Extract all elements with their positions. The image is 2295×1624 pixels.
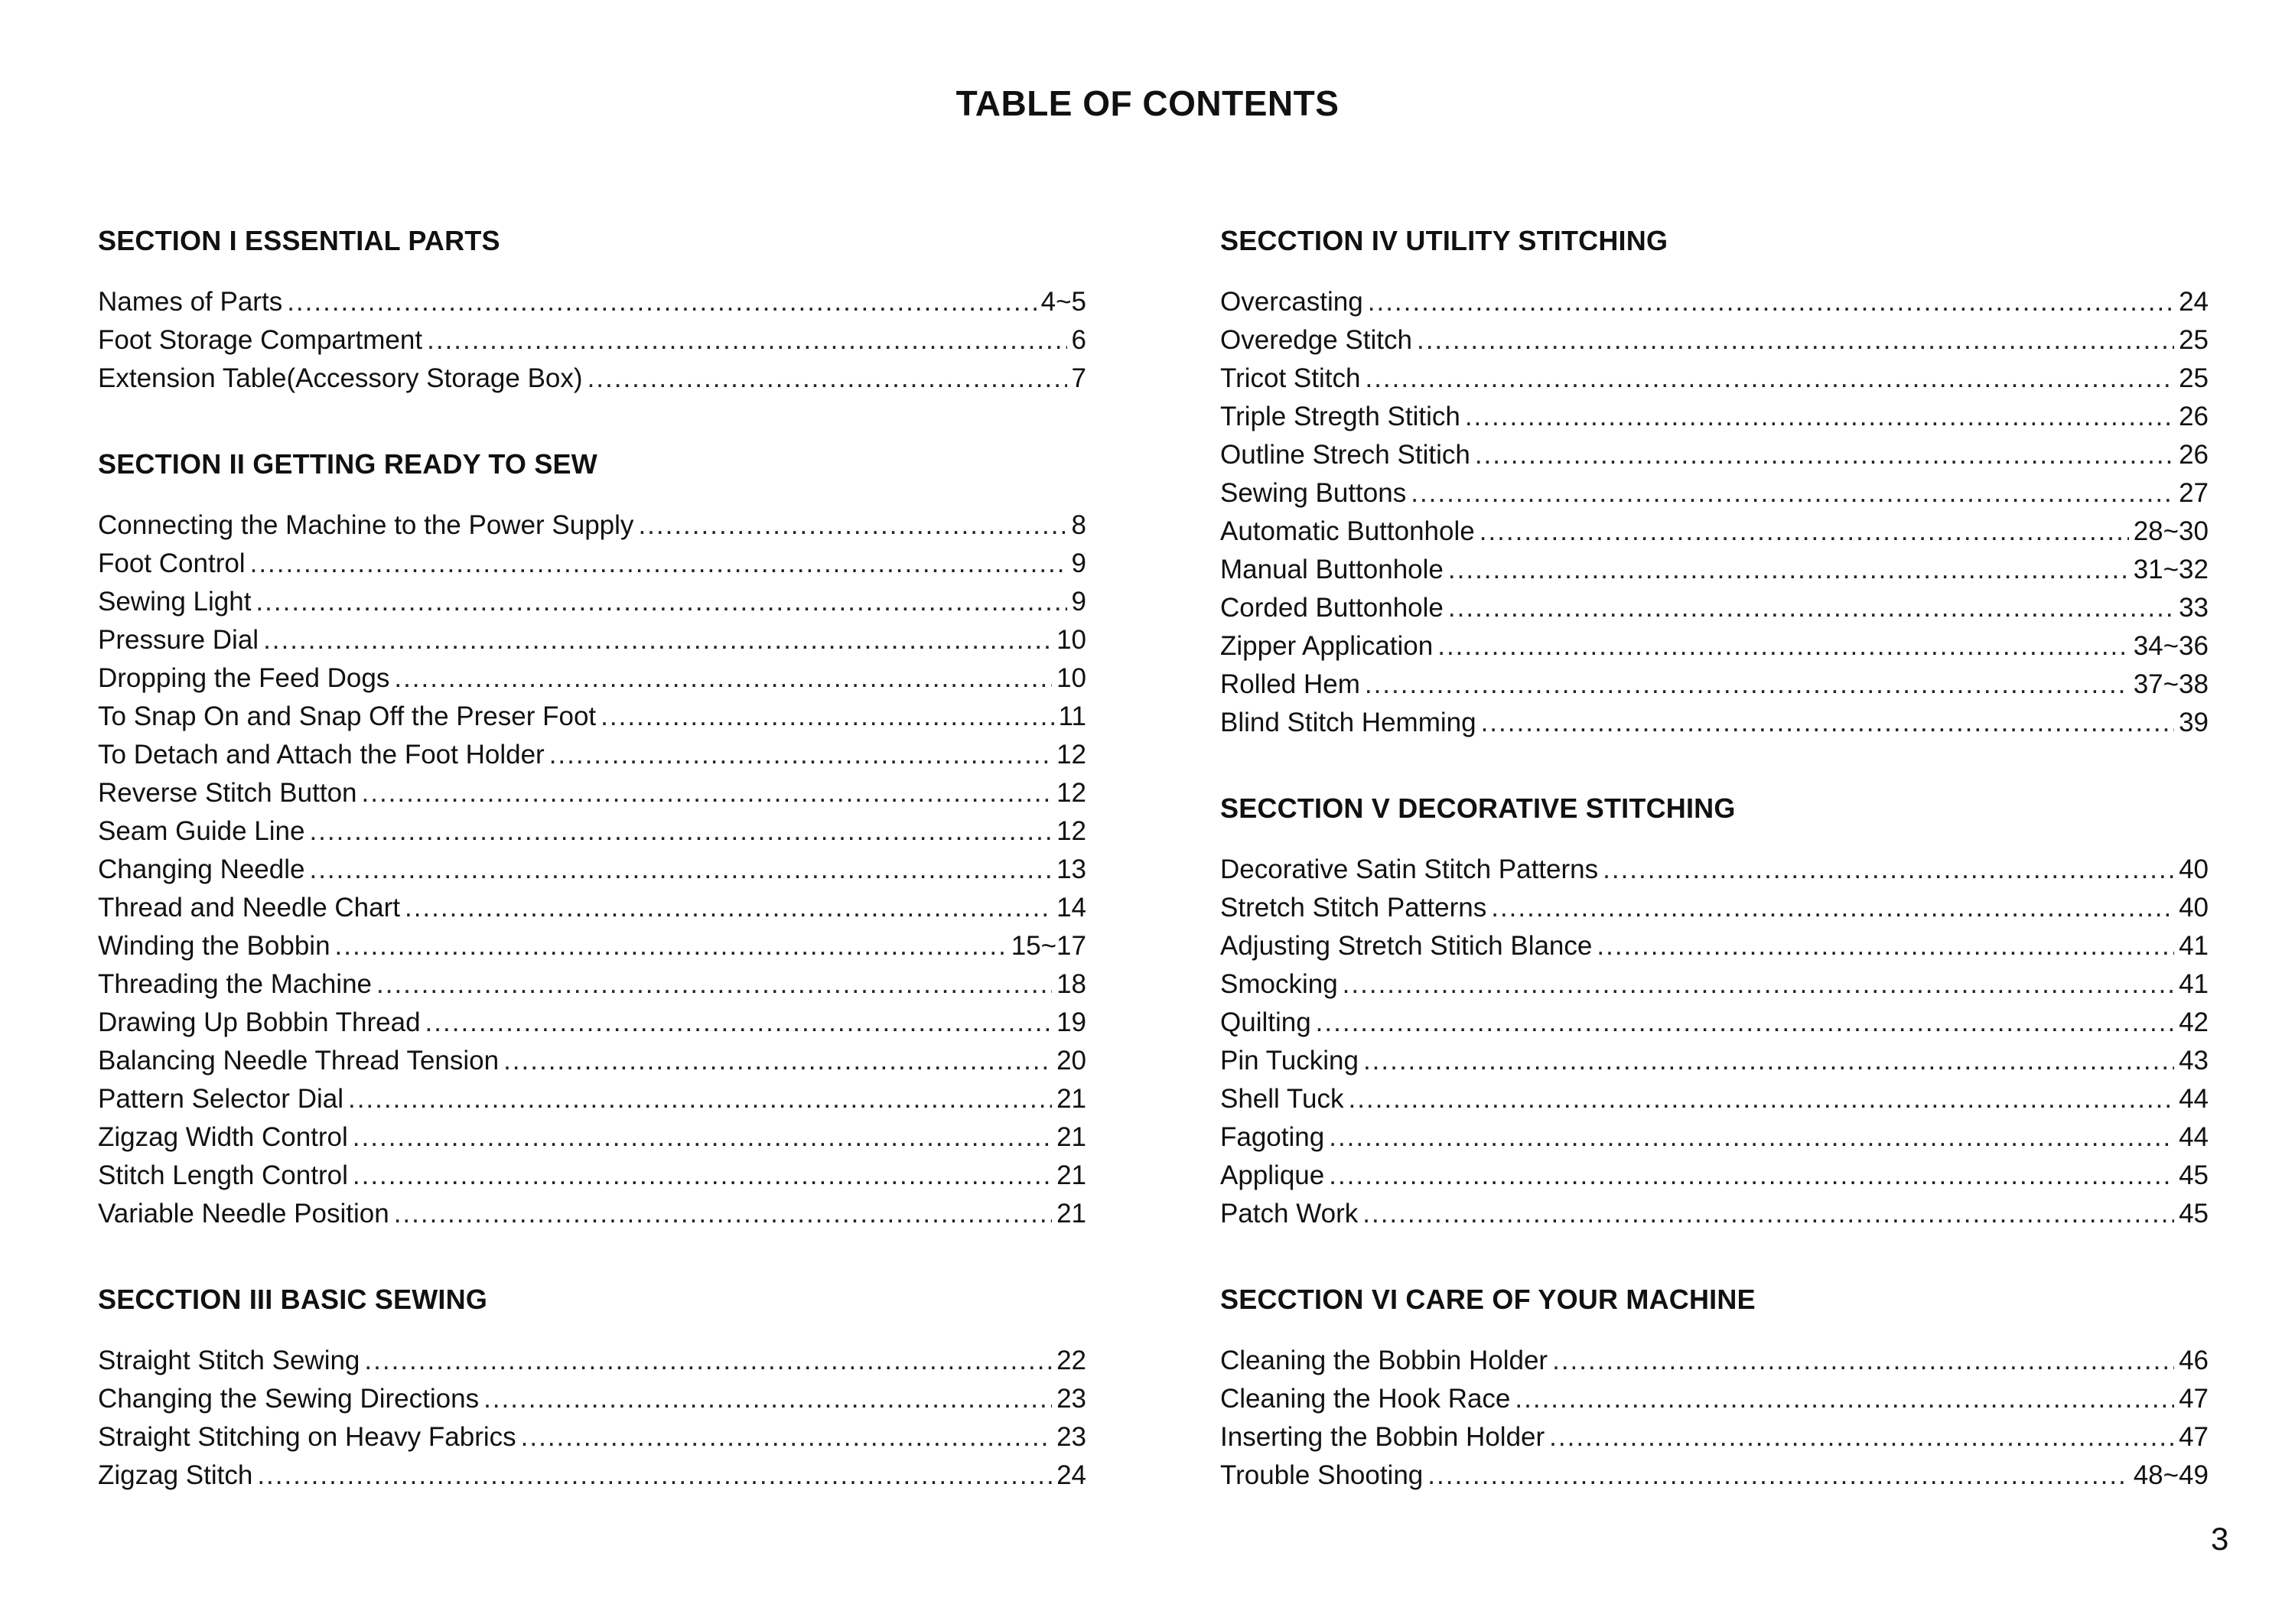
right-column [1220, 222, 2209, 1542]
toc-entry [98, 774, 1086, 812]
toc-entry-page: 12 [1056, 816, 1086, 846]
toc-entry [98, 1380, 1086, 1418]
toc-entry-page: 43 [2179, 1046, 2209, 1076]
toc-entry [1220, 1004, 2209, 1042]
toc-entry [1220, 589, 2209, 627]
toc-entry-label: Applique [1220, 1160, 1325, 1190]
toc-entry [1220, 889, 2209, 927]
toc-entry-page: 11 [1058, 701, 1086, 731]
dot-leader [1329, 1118, 2174, 1157]
toc-entry-page: 25 [2179, 363, 2209, 393]
dot-leader [1362, 1195, 2174, 1233]
toc-entry-label: Changing Needle [98, 854, 305, 884]
toc-entry [98, 889, 1086, 927]
dot-leader [1348, 1080, 2174, 1118]
toc-entry-label: Foot Storage Compartment [98, 325, 423, 355]
toc-entry-page: 24 [1056, 1460, 1086, 1490]
toc-entry-label: Inserting the Bobbin Holder [1220, 1422, 1545, 1452]
dot-leader [1417, 321, 2174, 360]
dot-leader [1368, 283, 2174, 321]
dot-leader [1448, 589, 2174, 627]
toc-entry [1220, 704, 2209, 742]
toc-entry [98, 659, 1086, 698]
toc-entry-label: Thread and Needle Chart [98, 893, 400, 923]
toc-entry-page: 4~5 [1040, 287, 1086, 317]
toc-entry [98, 1157, 1086, 1195]
dot-leader [263, 621, 1052, 659]
toc-entry-page: 26 [2179, 440, 2209, 470]
toc-entry-label: Balancing Needle Thread Tension [98, 1046, 500, 1076]
dot-leader [394, 1195, 1052, 1233]
toc-entry-page: 34~36 [2133, 631, 2209, 661]
toc-entry-page: 14 [1056, 893, 1086, 923]
section-heading: SECCTION III BASIC SEWING [98, 1284, 488, 1315]
toc-entry-page: 23 [1056, 1384, 1086, 1414]
toc-entry-page: 12 [1056, 740, 1086, 770]
toc-entry-label: Foot Control [98, 548, 246, 578]
dot-leader [521, 1418, 1052, 1456]
dot-leader [1363, 1042, 2174, 1080]
toc-entry [1220, 321, 2209, 360]
toc-section [98, 222, 1086, 398]
toc-entry-label: Extension Table(Accessory Storage Box) [98, 363, 583, 393]
toc-entry-page: 13 [1056, 854, 1086, 884]
toc-entry-page: 44 [2179, 1122, 2209, 1152]
toc-entry-page: 41 [2179, 969, 2209, 999]
toc-entry [1220, 1342, 2209, 1380]
toc-entry-page: 48~49 [2133, 1460, 2209, 1490]
toc-entry-label: To Snap On and Snap Off the Preser Foot [98, 701, 597, 731]
toc-entry-page: 10 [1056, 663, 1086, 693]
dot-leader [1549, 1418, 2174, 1456]
dot-leader [250, 545, 1067, 583]
toc-entry-label: To Detach and Attach the Foot Holder [98, 740, 545, 770]
toc-entry [98, 965, 1086, 1004]
toc-section [98, 1281, 1086, 1495]
dot-leader [1603, 851, 2174, 889]
toc-entry [98, 583, 1086, 621]
toc-entry-label: Overedge Stitch [1220, 325, 1412, 355]
dot-leader [257, 1456, 1052, 1495]
dot-leader [1365, 666, 2129, 704]
toc-entry [98, 1004, 1086, 1042]
dot-leader [405, 889, 1052, 927]
dot-leader [1437, 627, 2128, 666]
dot-leader [1552, 1342, 2174, 1380]
toc-entry-label: Pressure Dial [98, 625, 259, 655]
dot-leader [483, 1380, 1052, 1418]
dot-leader [503, 1042, 1052, 1080]
toc-entry [98, 506, 1086, 545]
toc-entry [98, 1342, 1086, 1380]
dot-leader [1475, 436, 2174, 474]
dot-leader [588, 360, 1067, 398]
toc-section [1220, 1281, 2209, 1495]
toc-entry [1220, 551, 2209, 589]
dot-leader [353, 1157, 1052, 1195]
toc-entry-page: 9 [1071, 587, 1086, 617]
toc-entry [98, 698, 1086, 736]
toc-entry [1220, 436, 2209, 474]
dot-leader [1491, 889, 2174, 927]
toc-entry-label: Variable Needle Position [98, 1199, 389, 1229]
dot-leader [256, 583, 1066, 621]
toc-entry-label: Shell Tuck [1220, 1084, 1344, 1114]
toc-entry-label: Trouble Shooting [1220, 1460, 1424, 1490]
toc-entry [98, 812, 1086, 851]
dot-leader [1480, 513, 2129, 551]
toc-entry-label: Names of Parts [98, 287, 283, 317]
toc-entry-page: 9 [1071, 548, 1086, 578]
toc-entry-label: Smocking [1220, 969, 1338, 999]
toc-entry [98, 1195, 1086, 1233]
dot-leader [1597, 927, 2174, 965]
dot-leader [638, 506, 1066, 545]
toc-entry-page: 28~30 [2133, 516, 2209, 546]
toc-entry [1220, 283, 2209, 321]
toc-entry-label: Quilting [1220, 1007, 1311, 1037]
toc-entry [1220, 1195, 2209, 1233]
toc-entry-label: Tricot Stitch [1220, 363, 1361, 393]
toc-entry [98, 1418, 1086, 1456]
toc-entry [98, 621, 1086, 659]
toc-entry-page: 12 [1056, 778, 1086, 808]
toc-entry-page: 31~32 [2133, 555, 2209, 584]
toc-entry-label: Winding the Bobbin [98, 931, 330, 961]
toc-entry-page: 26 [2179, 402, 2209, 431]
toc-entry-page: 42 [2179, 1007, 2209, 1037]
toc-entry-page: 47 [2179, 1384, 2209, 1414]
toc-entry [1220, 965, 2209, 1004]
section-heading: SECCTION IV UTILITY STITCHING [1220, 225, 1668, 256]
toc-entry-label: Triple Stregth Stitich [1220, 402, 1460, 431]
toc-entry-page: 40 [2179, 893, 2209, 923]
dot-leader [1343, 965, 2174, 1004]
toc-entry-label: Straight Stitching on Heavy Fabrics [98, 1422, 516, 1452]
dot-leader [1427, 1456, 2128, 1495]
dot-leader [362, 774, 1053, 812]
toc-entry [98, 1456, 1086, 1495]
toc-entry [98, 545, 1086, 583]
dot-leader [1448, 551, 2129, 589]
dot-leader [425, 1004, 1053, 1042]
toc-entry-page: 10 [1056, 625, 1086, 655]
toc-entry [1220, 927, 2209, 965]
toc-entry-page: 37~38 [2133, 669, 2209, 699]
toc-entry [98, 851, 1086, 889]
toc-entry-page: 7 [1071, 363, 1086, 393]
dot-leader [353, 1118, 1052, 1157]
toc-entry-page: 33 [2179, 593, 2209, 623]
dot-leader [335, 927, 1007, 965]
toc-entry [1220, 1380, 2209, 1418]
toc-entry-label: Patch Work [1220, 1199, 1359, 1229]
toc-section [98, 445, 1086, 1233]
toc-entry-label: Threading the Machine [98, 969, 372, 999]
toc-entry-label: Dropping the Feed Dogs [98, 663, 390, 693]
toc-entry [98, 1042, 1086, 1080]
toc-entry [98, 360, 1086, 398]
toc-entry-page: 41 [2179, 931, 2209, 961]
toc-entry-label: Reverse Stitch Button [98, 778, 357, 808]
toc-entry [98, 1080, 1086, 1118]
toc-entry [1220, 666, 2209, 704]
toc-entry-label: Stretch Stitch Patterns [1220, 893, 1487, 923]
toc-entry-page: 46 [2179, 1346, 2209, 1375]
toc-entry-page: 21 [1056, 1122, 1086, 1152]
dot-leader [364, 1342, 1052, 1380]
toc-entry-label: Drawing Up Bobbin Thread [98, 1007, 421, 1037]
toc-entry-page: 27 [2179, 478, 2209, 508]
toc-entry-label: Pattern Selector Dial [98, 1084, 343, 1114]
toc-entry [98, 927, 1086, 965]
page-title: TABLE OF CONTENTS [955, 83, 1340, 123]
dot-leader [309, 812, 1052, 851]
toc-entry-label: Blind Stitch Hemming [1220, 708, 1476, 737]
toc-entry [98, 321, 1086, 360]
dot-leader [549, 736, 1052, 774]
toc-entry-page: 20 [1056, 1046, 1086, 1076]
toc-entry [1220, 1080, 2209, 1118]
toc-entry-label: Adjusting Stretch Stitich Blance [1220, 931, 1593, 961]
dot-leader [1481, 704, 2174, 742]
toc-entry-page: 18 [1056, 969, 1086, 999]
toc-entry [1220, 398, 2209, 436]
section-heading: SECTION I ESSENTIAL PARTS [98, 225, 500, 256]
toc-entry-page: 22 [1056, 1346, 1086, 1375]
toc-entry-label: Pin Tucking [1220, 1046, 1359, 1076]
toc-entry-label: Connecting the Machine to the Power Supply [98, 510, 634, 540]
toc-entry-label: Zigzag Width Control [98, 1122, 348, 1152]
toc-entry-page: 19 [1056, 1007, 1086, 1037]
section-heading: SECCTION VI CARE OF YOUR MACHINE [1220, 1284, 1756, 1315]
toc-entry-page: 21 [1056, 1199, 1086, 1229]
toc-entry-page: 25 [2179, 325, 2209, 355]
toc-entry [1220, 513, 2209, 551]
toc-entry-page: 21 [1056, 1160, 1086, 1190]
dot-leader [394, 659, 1052, 698]
dot-leader [287, 283, 1036, 321]
toc-section [1220, 222, 2209, 742]
toc-entry-page: 45 [2179, 1199, 2209, 1229]
toc-entry-page: 8 [1071, 510, 1086, 540]
page-number: 3 [2211, 1521, 2229, 1557]
toc-entry-label: Overcasting [1220, 287, 1363, 317]
dot-leader [1316, 1004, 2174, 1042]
toc-entry-page: 47 [2179, 1422, 2209, 1452]
toc-entry-label: Zigzag Stitch [98, 1460, 253, 1490]
toc-entry-label: Cleaning the Bobbin Holder [1220, 1346, 1548, 1375]
left-column [98, 222, 1086, 1542]
toc-entry-page: 45 [2179, 1160, 2209, 1190]
toc-entry-label: Fagoting [1220, 1122, 1325, 1152]
toc-entry-page: 15~17 [1011, 931, 1086, 961]
toc-entry [1220, 360, 2209, 398]
dot-leader [1465, 398, 2174, 436]
toc-entry-label: Sewing Buttons [1220, 478, 1407, 508]
toc-entry-page: 24 [2179, 287, 2209, 317]
toc-entry [1220, 627, 2209, 666]
toc-entry-label: Rolled Hem [1220, 669, 1360, 699]
toc-entry [1220, 1157, 2209, 1195]
toc-section [1220, 789, 2209, 1233]
toc-entry-label: Changing the Sewing Directions [98, 1384, 480, 1414]
toc-entry-label: Stitch Length Control [98, 1160, 348, 1190]
toc-entry-label: Cleaning the Hook Race [1220, 1384, 1511, 1414]
toc-entry-label: Zipper Application [1220, 631, 1434, 661]
dot-leader [376, 965, 1052, 1004]
dot-leader [1411, 474, 2174, 513]
dot-leader [1365, 360, 2174, 398]
toc-entry-label: Straight Stitch Sewing [98, 1346, 360, 1375]
toc-entry-label: Corded Buttonhole [1220, 593, 1444, 623]
toc-entry-label: Decorative Satin Stitch Patterns [1220, 854, 1599, 884]
dot-leader [1329, 1157, 2174, 1195]
toc-entry [1220, 1456, 2209, 1495]
toc-entry [1220, 474, 2209, 513]
toc-entry-page: 6 [1071, 325, 1086, 355]
toc-entry [1220, 1042, 2209, 1080]
toc-entry [98, 1118, 1086, 1157]
section-heading: SECCTION V DECORATIVE STITCHING [1220, 792, 1736, 824]
dot-leader [1515, 1380, 2174, 1418]
toc-entry-label: Outline Strech Stitich [1220, 440, 1470, 470]
toc-entry-page: 44 [2179, 1084, 2209, 1114]
toc-entry-page: 21 [1056, 1084, 1086, 1114]
toc-entry [98, 283, 1086, 321]
dot-leader [601, 698, 1054, 736]
dot-leader [348, 1080, 1052, 1118]
toc-entry-label: Manual Buttonhole [1220, 555, 1444, 584]
toc-entry-label: Seam Guide Line [98, 816, 305, 846]
dot-leader [309, 851, 1052, 889]
toc-entry [1220, 1118, 2209, 1157]
toc-entry-label: Sewing Light [98, 587, 252, 617]
toc-entry-page: 23 [1056, 1422, 1086, 1452]
section-heading: SECTION II GETTING READY TO SEW [98, 448, 597, 480]
toc-entry [1220, 1418, 2209, 1456]
toc-entry [1220, 851, 2209, 889]
toc-entry-page: 39 [2179, 708, 2209, 737]
toc-entry [98, 736, 1086, 774]
dot-leader [427, 321, 1066, 360]
toc-entry-label: Automatic Buttonhole [1220, 516, 1475, 546]
toc-entry-page: 40 [2179, 854, 2209, 884]
